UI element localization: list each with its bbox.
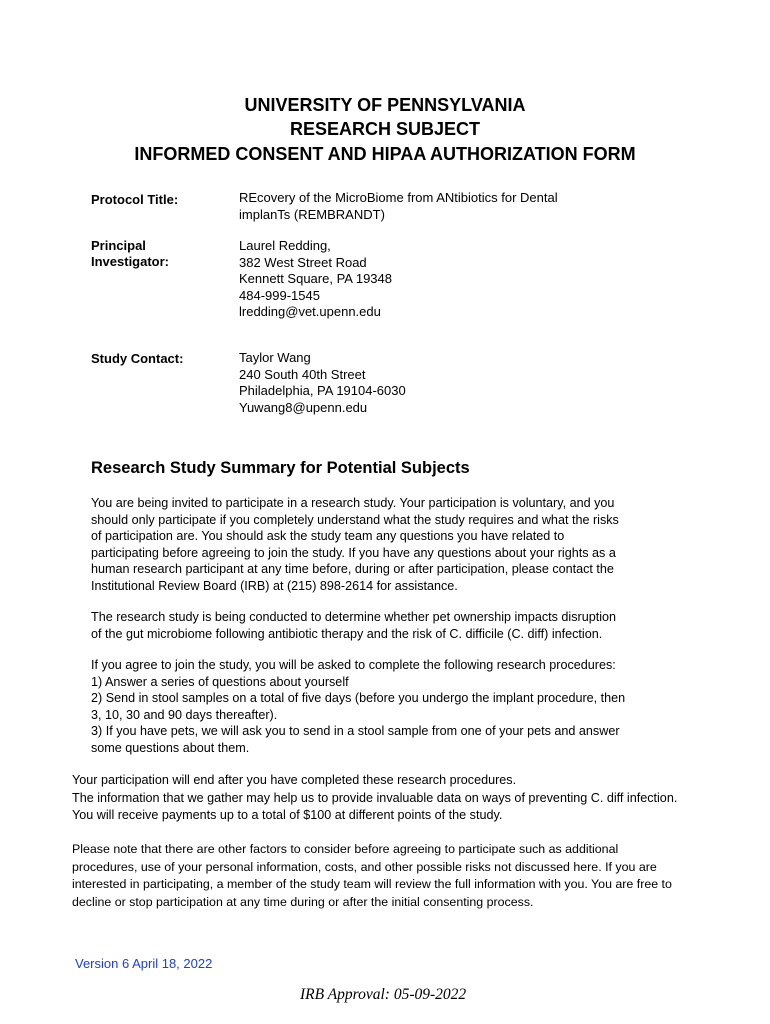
- investigator-label: [91, 238, 169, 270]
- investigator-street: 382 West Street Road: [239, 254, 367, 270]
- paragraph-line: human research participant at any time before, during or after participation, please contact the: [91, 562, 614, 576]
- summary-paragraph-1: [91, 495, 619, 594]
- paragraph-line: interested in participating, a member of the study team will review the full information with you. You are free to: [72, 877, 672, 891]
- contact-city: Philadelphia, PA 19104-6030: [239, 383, 406, 398]
- paragraph-line: The information that we gather may help us to provide invaluable data on ways of preventing C. diff infection.: [72, 790, 678, 805]
- protocol-title-value: [239, 190, 558, 223]
- paragraph-line: Your participation will end after you have completed these research procedures.: [72, 773, 517, 787]
- paragraph-line: procedures, use of your personal information, costs, and other possible risks not discussed here. If you are: [72, 859, 657, 874]
- paragraph-line: of the gut microbiome following antibiotic therapy and the risk of C. difficile (C. diff) infection.: [91, 626, 603, 641]
- paragraph-line: 1) Answer a series of questions about yourself: [91, 674, 349, 689]
- paragraph-line: You are being invited to participate in a research study. Your participation is voluntary, and you: [91, 496, 615, 510]
- summary-paragraph-5: [72, 841, 672, 911]
- contact-street: 240 South 40th Street: [239, 366, 366, 382]
- paragraph-line: Institutional Review Board (IRB) at (215) 898-2614 for assistance.: [91, 578, 458, 593]
- summary-paragraph-4: [72, 772, 677, 825]
- investigator-email: lredding@vet.upenn.edu: [239, 304, 381, 319]
- paragraph-line: Please note that there are other factors to consider before agreeing to participate such as additional: [72, 842, 619, 856]
- form-title-subject: RESEARCH SUBJECT: [289, 119, 481, 139]
- paragraph-line: some questions about them.: [91, 740, 250, 755]
- investigator-details: [239, 238, 392, 321]
- paragraph-line: 2) Send in stool samples on a total of five days (before you undergo the implant procedure, then: [91, 691, 626, 705]
- paragraph-line: participating before agreeing to join the study. If you have any questions about your rights as a: [91, 545, 616, 560]
- paragraph-line: of participation are. You should ask the study team any questions you have related to: [91, 529, 565, 543]
- paragraph-line: 3) If you have pets, we will ask you to send in a stool sample from one of your pets and answer: [91, 724, 620, 738]
- summary-paragraph-2: [91, 609, 616, 642]
- investigator-label-line: Principal: [91, 238, 146, 253]
- contact-name: Taylor Wang: [239, 350, 311, 365]
- study-contact-label: Study Contact:: [91, 351, 184, 366]
- summary-paragraph-3: [91, 657, 625, 756]
- protocol-title-label: Protocol Title:: [91, 192, 179, 207]
- investigator-name: Laurel Redding,: [239, 238, 331, 253]
- protocol-title-line: implanTs (REMBRANDT): [239, 206, 385, 222]
- form-title-consent: INFORMED CONSENT AND HIPAA AUTHORIZATION FORM: [134, 144, 636, 164]
- paragraph-line: decline or stop participation at any time during or after the initial consenting process.: [72, 894, 534, 909]
- protocol-title-line: REcovery of the MicroBiome from ANtibiotics for Dental: [239, 190, 558, 205]
- paragraph-line: The research study is being conducted to determine whether pet ownership impacts disruption: [91, 610, 617, 624]
- version-label: Version 6 April 18, 2022: [75, 956, 213, 971]
- investigator-label-line: Investigator:: [91, 254, 170, 269]
- investigator-city: Kennett Square, PA 19348: [239, 271, 392, 286]
- summary-heading: Research Study Summary for Potential Subjects: [91, 459, 470, 477]
- irb-approval-stamp: IRB Approval: 05-09-2022: [300, 986, 467, 1003]
- paragraph-line: 3, 10, 30 and 90 days thereafter).: [91, 707, 278, 722]
- paragraph-line: If you agree to join the study, you will be asked to complete the following research procedures:: [91, 658, 616, 672]
- form-title-university: UNIVERSITY OF PENNSYLVANIA: [244, 95, 526, 115]
- paragraph-line: should only participate if you completely understand what the study requires and what the risks: [91, 512, 619, 527]
- study-contact-details: [239, 350, 406, 416]
- contact-email: Yuwang8@upenn.edu: [239, 399, 368, 415]
- investigator-phone: 484-999-1545: [239, 287, 320, 303]
- paragraph-line: You will receive payments up to a total of $100 at different points of the study.: [72, 808, 503, 822]
